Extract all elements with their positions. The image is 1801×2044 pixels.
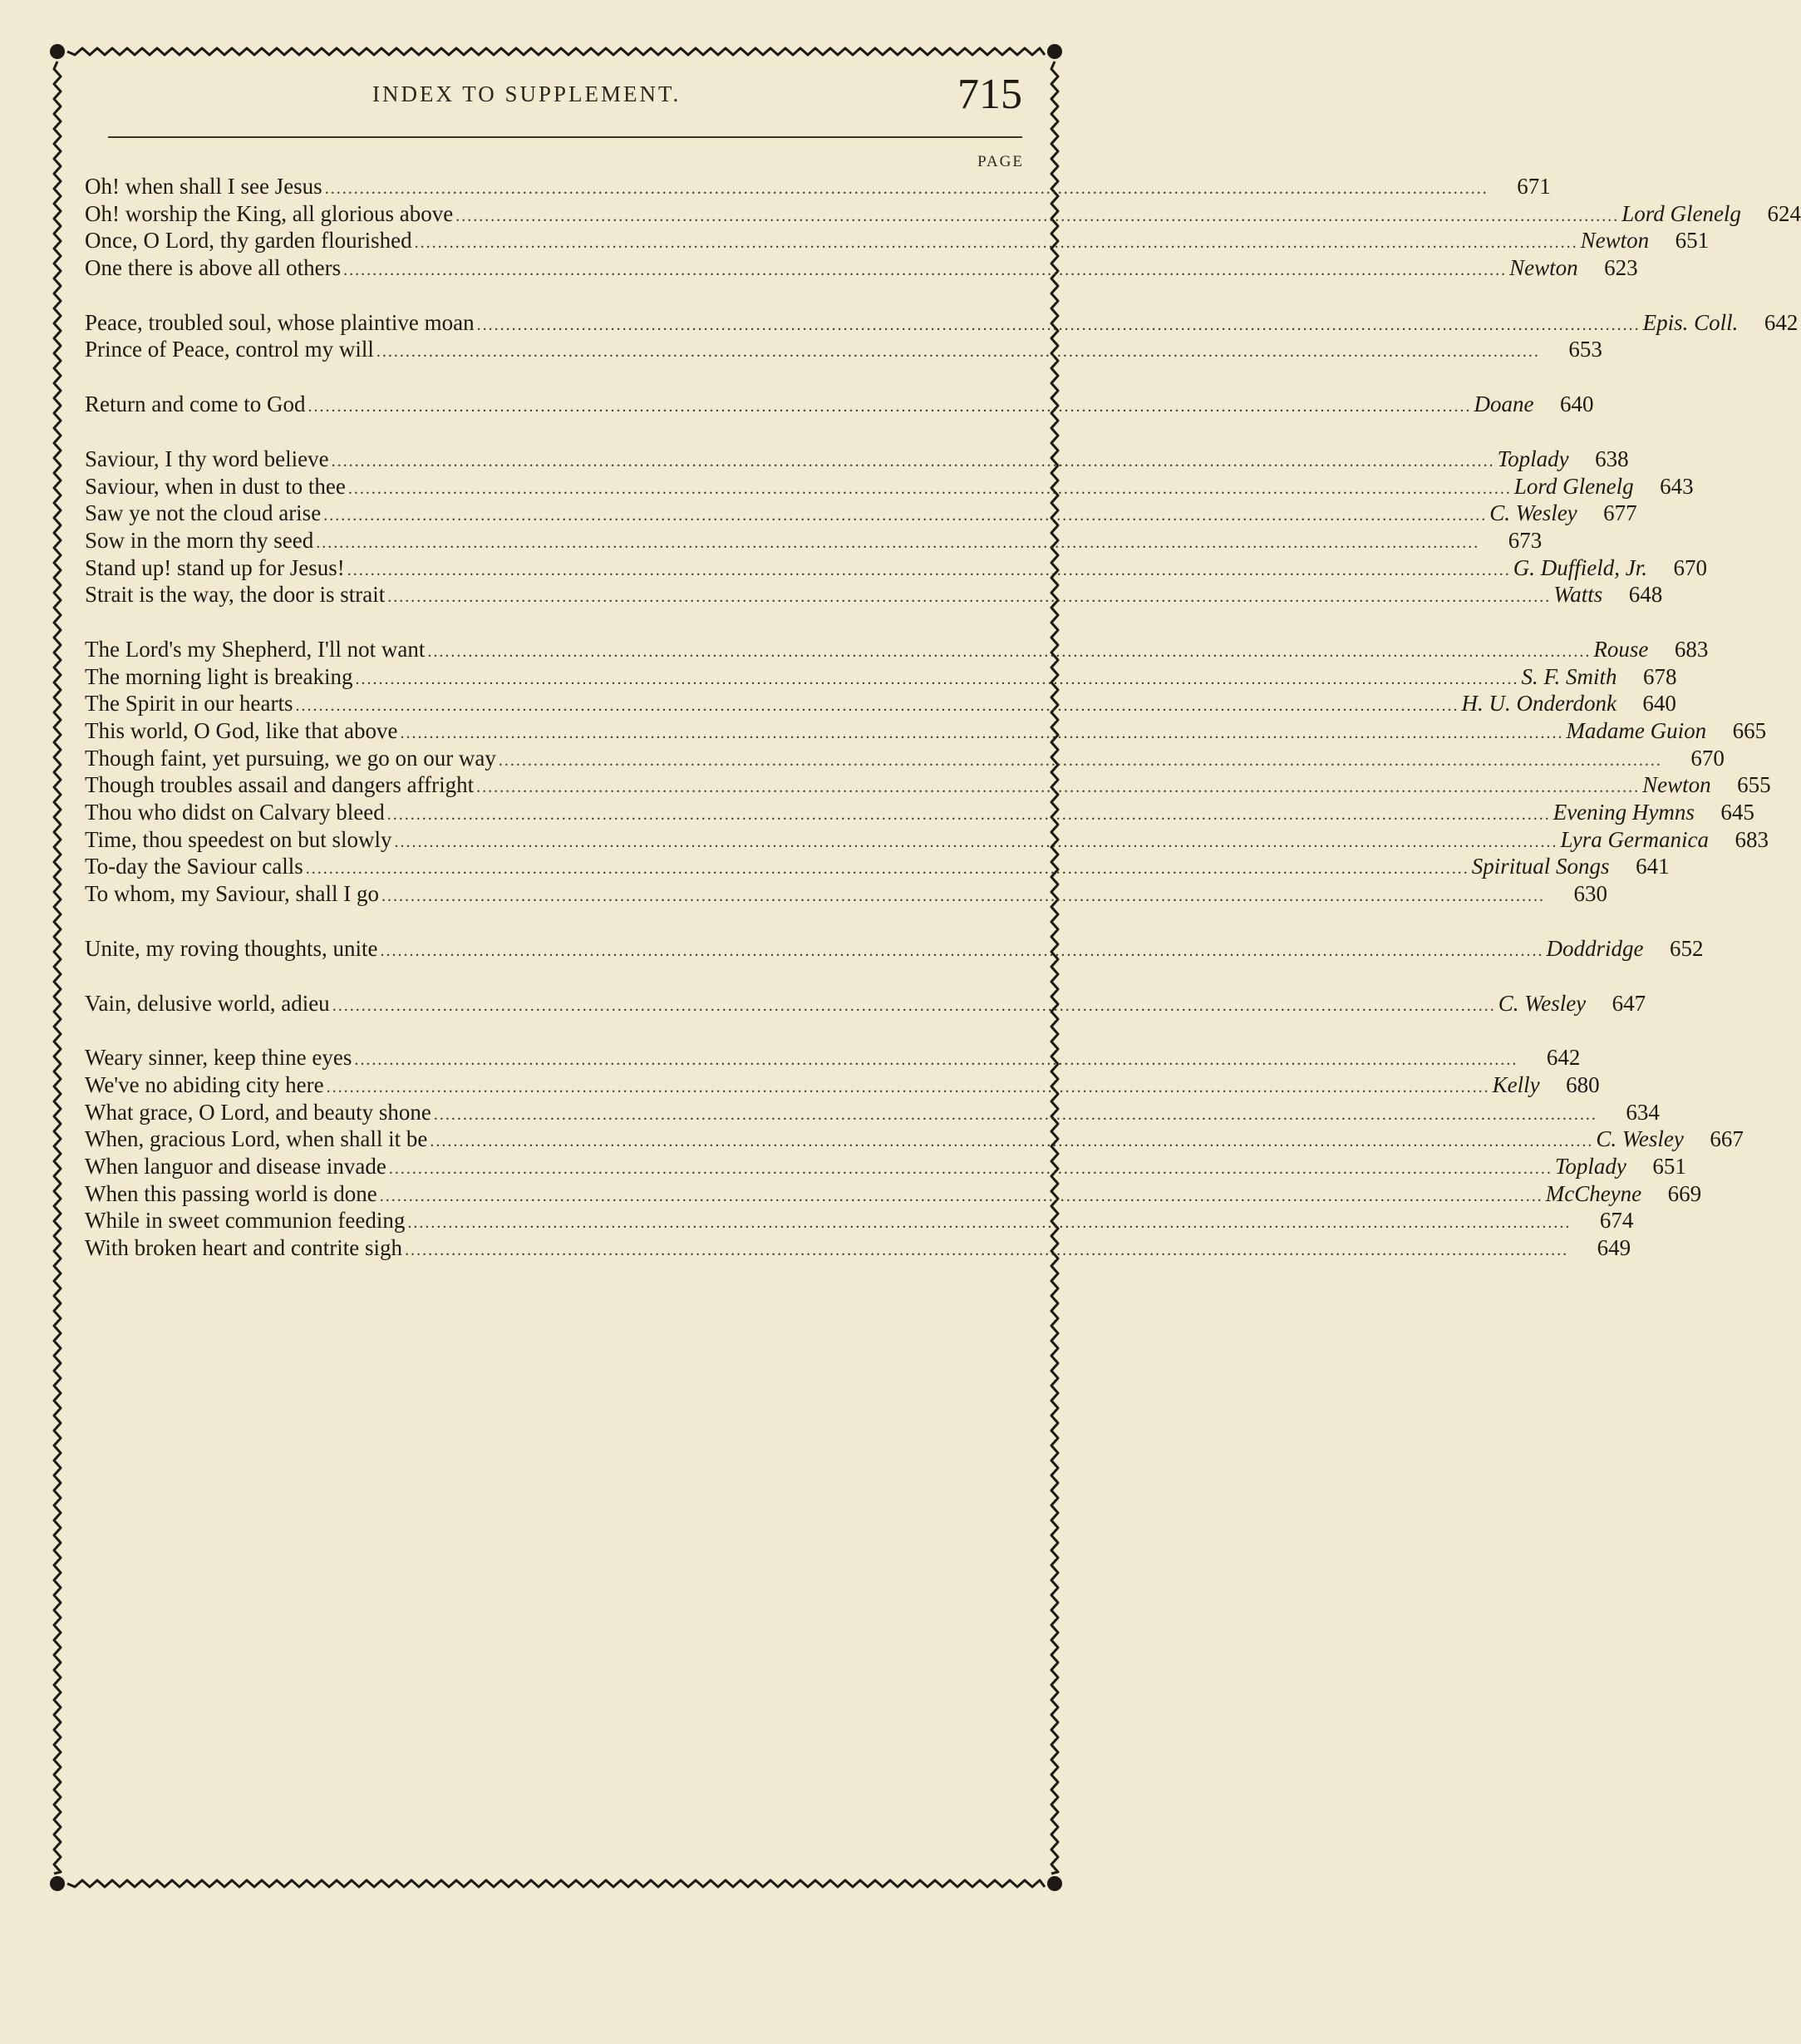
hymn-first-line: With broken heart and contrite sigh xyxy=(85,1235,403,1260)
header-rule xyxy=(108,136,1022,138)
dot-leader: ........................................................................................................................................................................................................ xyxy=(433,1105,1597,1124)
dot-leader: ........................................................................................................................................................................................................ xyxy=(387,588,1552,607)
hymn-first-line: Though troubles assail and dangers affright xyxy=(85,772,475,798)
dot-leader: ........................................................................................................................................................................................................ xyxy=(379,1186,1543,1205)
hymn-first-line: Once, O Lord, thy garden flourished xyxy=(85,228,412,254)
index-entry xyxy=(85,309,1799,337)
index-entry xyxy=(85,636,1709,663)
hymn-page-number: 645 xyxy=(1720,800,1754,825)
corner-ornament-top-left xyxy=(50,44,65,59)
hymn-first-line: This world, O God, like that above xyxy=(85,718,398,743)
dot-leader: ........................................................................................................................................................................................................ xyxy=(305,859,1469,879)
hymn-author: C. Wesley xyxy=(1596,1126,1684,1152)
hymn-author: Lord Glenelg xyxy=(1621,200,1741,226)
hymn-first-line: Sow in the morn thy seed xyxy=(85,527,314,553)
hymn-page-number: 678 xyxy=(1642,663,1677,689)
hymn-author: Newton xyxy=(1509,255,1578,281)
corner-ornament-bottom-left xyxy=(50,1876,65,1891)
page-column-label: PAGE xyxy=(977,153,1024,170)
hymn-page-number: 642 xyxy=(1764,309,1799,335)
hymn-page-number: 655 xyxy=(1737,772,1771,798)
dot-leader: ........................................................................................................................................................................................................ xyxy=(308,397,1472,416)
hymn-page-number: 670 xyxy=(1673,554,1707,580)
hymn-first-line: Saw ye not the cloud arise xyxy=(85,500,322,526)
hymn-page-number: 677 xyxy=(1603,500,1637,526)
index-entry xyxy=(85,500,1637,527)
index-entry xyxy=(85,826,1769,854)
hymn-author: Evening Hymns xyxy=(1553,800,1695,825)
dot-leader: ........................................................................................................................................................................................................ xyxy=(354,1051,1518,1070)
index-entry xyxy=(85,200,1801,228)
hymn-first-line: Strait is the way, the door is strait xyxy=(85,582,386,608)
hymn-author: Doane xyxy=(1474,392,1534,417)
hymn-page-number: 683 xyxy=(1674,636,1709,662)
hymn-page-number: 680 xyxy=(1566,1071,1600,1097)
dot-leader: ........................................................................................................................................................................................................ xyxy=(355,669,1519,688)
hymn-page-number: 683 xyxy=(1735,826,1769,852)
hymn-first-line: Oh! when shall I see Jesus xyxy=(85,174,322,199)
dot-leader: ........................................................................................................................................................................................................ xyxy=(347,560,1511,579)
index-group xyxy=(85,446,1707,608)
index-entry xyxy=(85,990,1646,1017)
running-title: INDEX TO SUPPLEMENT. xyxy=(372,81,682,106)
hymn-page-number: 623 xyxy=(1604,255,1638,281)
index-entry xyxy=(85,935,1704,963)
border-top-wave xyxy=(67,48,1045,55)
hymn-page-number: 671 xyxy=(1517,174,1551,199)
hymn-page-number: 667 xyxy=(1710,1126,1744,1152)
border-bottom-wave xyxy=(67,1880,1045,1887)
index-entry xyxy=(85,554,1707,582)
hymn-author: C. Wesley xyxy=(1489,500,1577,526)
hymn-page-number: 638 xyxy=(1595,446,1629,471)
hymn-first-line: Time, thou speedest on but slowly xyxy=(85,826,392,852)
hymn-page-number: 641 xyxy=(1636,854,1670,879)
hymn-author: Epis. Coll. xyxy=(1642,309,1739,335)
dot-leader: ........................................................................................................................................................................................................ xyxy=(332,996,1496,1015)
dot-leader: ........................................................................................................................................................................................................ xyxy=(455,206,1620,225)
hymn-first-line: Prince of Peace, control my will xyxy=(85,337,374,362)
hymn-first-line: Weary sinner, keep thine eyes xyxy=(85,1045,352,1071)
hymn-first-line: Though faint, yet pursuing, we go on our way xyxy=(85,745,496,771)
hymn-author: Newton xyxy=(1580,228,1650,254)
hymn-page-number: 634 xyxy=(1626,1099,1660,1125)
dot-leader: ........................................................................................................................................................................................................ xyxy=(347,479,1512,498)
hymn-page-number: 651 xyxy=(1652,1153,1686,1179)
hymn-author: S. F. Smith xyxy=(1521,663,1617,689)
hymn-author: Lord Glenelg xyxy=(1513,473,1634,499)
hymn-first-line: We've no abiding city here xyxy=(85,1071,324,1097)
dot-leader: ........................................................................................................................................................................................................ xyxy=(407,1214,1572,1233)
hymn-page-number: 648 xyxy=(1628,582,1663,608)
hymn-first-line: To whom, my Saviour, shall I go xyxy=(85,881,380,907)
index-group xyxy=(85,1044,1744,1262)
hymn-page-number: 673 xyxy=(1508,527,1543,553)
dot-leader: ........................................................................................................................................................................................................ xyxy=(498,751,1662,770)
dot-leader: ........................................................................................................................................................................................................ xyxy=(326,1077,1490,1096)
hymn-author: C. Wesley xyxy=(1498,990,1587,1016)
hymn-page-number: 642 xyxy=(1546,1045,1581,1071)
index-entry xyxy=(85,717,1767,745)
dot-leader: ........................................................................................................................................................................................................ xyxy=(324,180,1489,198)
hymn-author: Toplady xyxy=(1554,1153,1626,1179)
hymn-first-line: When languor and disease invade xyxy=(85,1153,386,1179)
hymn-author: Toplady xyxy=(1497,446,1569,471)
index-entry xyxy=(85,473,1694,500)
dot-leader: ........................................................................................................................................................................................................ xyxy=(427,642,1592,661)
index-entry xyxy=(85,1071,1600,1099)
border-left-wave xyxy=(54,62,61,1874)
hymn-author: McCheyne xyxy=(1545,1180,1642,1206)
hymn-author: H. U. Onderdonk xyxy=(1461,691,1616,717)
index-entry xyxy=(85,227,1710,254)
index-list xyxy=(85,173,1801,1289)
index-group xyxy=(85,990,1646,1017)
hymn-page-number: 651 xyxy=(1675,228,1710,254)
dot-leader: ........................................................................................................................................................................................................ xyxy=(323,506,1488,525)
index-entry xyxy=(85,663,1677,691)
index-entry xyxy=(85,254,1638,282)
index-entry xyxy=(85,1207,1634,1234)
hymn-author: Lyra Germanica xyxy=(1560,826,1709,852)
index-entry xyxy=(85,1153,1686,1180)
page-number: 715 xyxy=(957,71,1022,118)
hymn-page-number: 624 xyxy=(1767,200,1801,226)
hymn-first-line: Oh! worship the King, all glorious above xyxy=(85,200,454,226)
index-entry xyxy=(85,336,1602,363)
hymn-page-number: 640 xyxy=(1642,691,1676,717)
index-entry xyxy=(85,1180,1702,1208)
hymn-first-line: When this passing world is done xyxy=(85,1180,377,1206)
hymn-first-line: To-day the Saviour calls xyxy=(85,854,303,879)
hymn-first-line: Saviour, I thy word believe xyxy=(85,446,329,471)
dot-leader: ........................................................................................................................................................................................................ xyxy=(316,533,1480,552)
hymn-page-number: 674 xyxy=(1599,1208,1634,1234)
dot-leader: ........................................................................................................................................................................................................ xyxy=(381,887,1546,906)
hymn-page-number: 640 xyxy=(1559,392,1594,417)
index-group xyxy=(85,391,1594,418)
index-group xyxy=(85,309,1799,363)
hymn-first-line: Unite, my roving thoughts, unite xyxy=(85,935,378,961)
hymn-page-number: 653 xyxy=(1568,337,1602,362)
hymn-first-line: Stand up! stand up for Jesus! xyxy=(85,554,345,580)
hymn-first-line: While in sweet communion feeding xyxy=(85,1208,406,1234)
dot-leader: ........................................................................................................................................................................................................ xyxy=(376,342,1540,362)
hymn-page-number: 652 xyxy=(1669,935,1704,961)
index-entry xyxy=(85,173,1551,200)
hymn-page-number: 649 xyxy=(1597,1235,1631,1260)
index-entry xyxy=(85,853,1670,880)
hymn-author: G. Duffield, Jr. xyxy=(1513,554,1647,580)
index-entry xyxy=(85,690,1676,717)
dot-leader: ........................................................................................................................................................................................................ xyxy=(476,778,1641,797)
index-entry xyxy=(85,1099,1660,1126)
page-header xyxy=(108,73,1022,123)
index-entry xyxy=(85,1044,1581,1071)
hymn-author: Spiritual Songs xyxy=(1471,854,1610,879)
hymn-page-number: 669 xyxy=(1667,1180,1702,1206)
index-entry xyxy=(85,1234,1631,1262)
hymn-first-line: The Lord's my Shepherd, I'll not want xyxy=(85,636,426,662)
index-entry xyxy=(85,799,1754,826)
index-entry xyxy=(85,745,1725,772)
dot-leader: ........................................................................................................................................................................................................ xyxy=(331,451,1495,470)
index-entry xyxy=(85,391,1594,418)
corner-ornament-bottom-right xyxy=(1047,1876,1062,1891)
index-entry xyxy=(85,446,1629,473)
hymn-first-line: Thou who didst on Calvary bleed xyxy=(85,800,385,825)
index-group xyxy=(85,935,1704,963)
hymn-author: Rouse xyxy=(1593,636,1649,662)
hymn-author: Watts xyxy=(1553,582,1603,608)
index-entry xyxy=(85,771,1771,799)
hymn-first-line: One there is above all others xyxy=(85,255,342,281)
hymn-page-number: 670 xyxy=(1690,745,1725,771)
dot-leader: ........................................................................................................................................................................................................ xyxy=(430,1132,1594,1151)
hymn-author: Kelly xyxy=(1492,1071,1540,1097)
hymn-author: Madame Guion xyxy=(1566,718,1707,743)
hymn-page-number: 665 xyxy=(1732,718,1767,743)
index-group xyxy=(85,636,1771,908)
index-entry xyxy=(85,1125,1744,1153)
dot-leader: ........................................................................................................................................................................................................ xyxy=(476,315,1641,334)
index-entry xyxy=(85,880,1608,908)
dot-leader: ........................................................................................................................................................................................................ xyxy=(405,1241,1569,1259)
dot-leader: ........................................................................................................................................................................................................ xyxy=(414,234,1578,253)
dot-leader: ........................................................................................................................................................................................................ xyxy=(394,832,1558,851)
hymn-first-line: Vain, delusive world, adieu xyxy=(85,990,330,1016)
dot-leader: ........................................................................................................................................................................................................ xyxy=(400,724,1564,742)
hymn-first-line: The morning light is breaking xyxy=(85,663,353,689)
hymn-page-number: 647 xyxy=(1612,990,1646,1016)
hymn-first-line: Peace, troubled soul, whose plaintive moan xyxy=(85,309,475,335)
dot-leader: ........................................................................................................................................................................................................ xyxy=(295,697,1459,716)
hymn-author: Newton xyxy=(1642,772,1711,798)
hymn-first-line: Return and come to God xyxy=(85,392,306,417)
index-entry xyxy=(85,527,1543,554)
index-group xyxy=(85,173,1801,282)
dot-leader: ........................................................................................................................................................................................................ xyxy=(388,1159,1553,1178)
hymn-author: Doddridge xyxy=(1546,935,1644,961)
dot-leader: ........................................................................................................................................................................................................ xyxy=(386,805,1551,825)
hymn-first-line: When, gracious Lord, when shall it be xyxy=(85,1126,428,1152)
index-entry xyxy=(85,581,1663,608)
hymn-page-number: 630 xyxy=(1573,881,1608,907)
corner-ornament-top-right xyxy=(1047,44,1062,59)
dot-leader: ........................................................................................................................................................................................................ xyxy=(380,941,1544,960)
hymn-first-line: The Spirit in our hearts xyxy=(85,691,293,717)
hymn-first-line: Saviour, when in dust to thee xyxy=(85,473,346,499)
hymn-first-line: What grace, O Lord, and beauty shone xyxy=(85,1099,431,1125)
hymn-page-number: 643 xyxy=(1660,473,1694,499)
dot-leader: ........................................................................................................................................................................................................ xyxy=(343,261,1508,280)
